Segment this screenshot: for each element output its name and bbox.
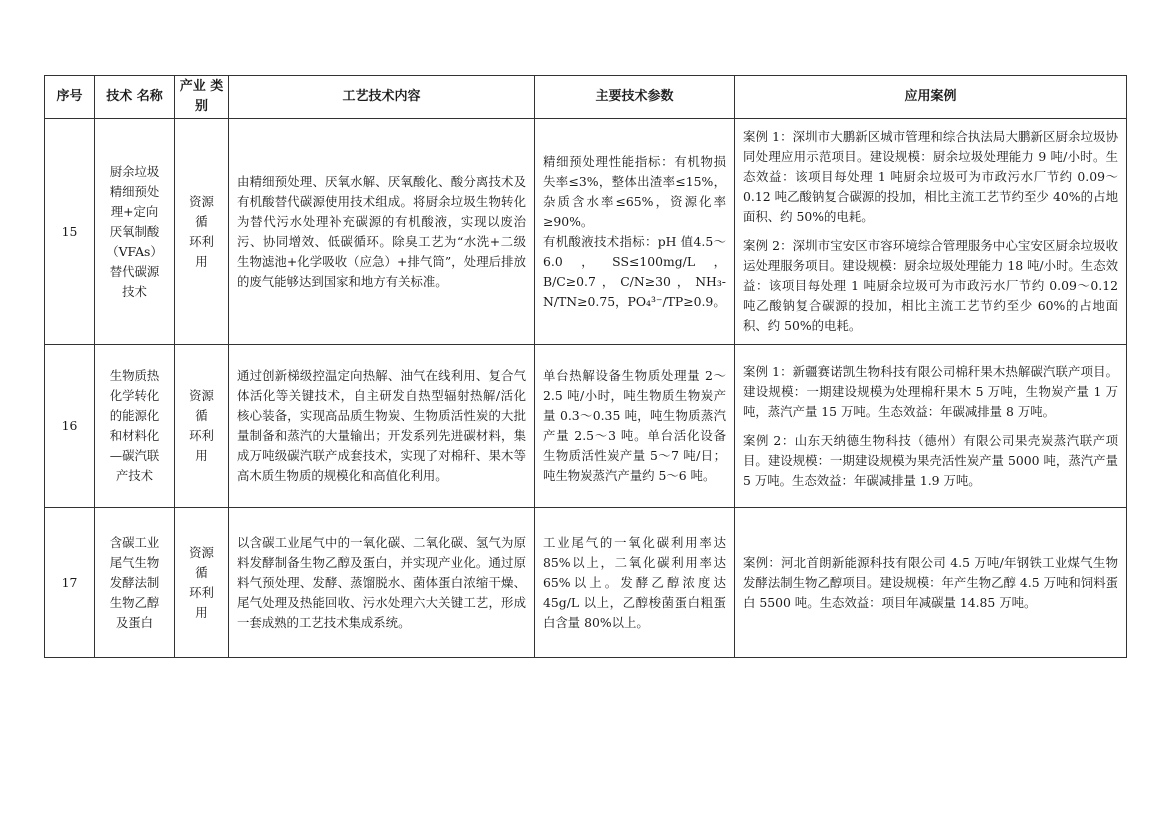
case-spacer [743,227,1118,236]
case-paragraph: 案例 1：新疆赛诺凯生物科技有限公司棉秆果木热解碳汽联产项目。建设规模：一期建设规模为处理棉秆果木 5 万吨，生物炭产量 1 万吨，蒸汽产量 15 万吨。生态效益：年碳减排量 8 万吨。 [743,363,1118,419]
row-industry-category: 资源循 环利用 [175,119,229,345]
row-application-cases [735,119,1127,345]
header-technology-name: 技术 名称 [95,76,175,119]
table-row [45,345,1127,508]
header-industry-category: 产业 类别 [175,76,229,119]
case-paragraph: 案例 2：山东天纳德生物科技（德州）有限公司果壳炭蒸汽联产项目。建设规模：一期建设规模为果壳活性炭产量 5000 吨，蒸汽产量 5 万吨。生态效益：年碳减排量 1.9 万吨。 [743,432,1118,488]
case-spacer [743,422,1118,431]
case-paragraph: 案例 1：深圳市大鹏新区城市管理和综合执法局大鹏新区厨余垃圾协同处理应用示范项目。建设规模：厨余垃圾处理能力 9 吨/小时。生态效益：该项目每处理 1 吨厨余垃圾可为市政污水厂节约 0.09～0.12 吨乙酸钠复合碳源的投加，相比主流工艺节约至少 40%的占地面积、约 50%的电耗。 [743,129,1118,224]
row-technology-name: 含碳工业 尾气生物 发酵法制 生物乙醇 及蛋白 [95,508,175,658]
header-serial-number: 序号 [45,76,95,119]
row-technical-parameters [535,508,735,658]
row-application-cases [735,508,1127,658]
row-technology-name: 生物质热 化学转化 的能源化 和材料化 —碳汽联 产技术 [95,345,175,508]
row-technical-parameters [535,119,735,345]
table-header-row [45,76,1127,119]
table-row [45,119,1127,345]
header-process-content: 工艺技术内容 [229,76,535,119]
technology-table [44,75,1127,658]
row-technical-parameters [535,345,735,508]
parameter-paragraph: 有机酸液技术指标：pH 值4.5～6.0，SS≤100mg/L，B/C≥0.7，C/N≥30，NH₃-N/TN≥0.75，PO₄³⁻/TP≥0.9。 [543,233,726,309]
row-technology-name: 厨余垃圾 精细预处 理+定向 厌氧制酸 （VFAs） 替代碳源 技术 [95,119,175,345]
row-serial-number: 16 [45,345,95,508]
row-process-content: 以含碳工业尾气中的一氧化碳、二氧化碳、氢气为原料发酵制备生物乙醇及蛋白，并实现产业化。通过原料气预处理、发酵、蒸馏脱水、菌体蛋白浓缩干燥、尾气处理及热能回收、污水处理六大关键工艺，形成一套成熟的工艺技术集成系统。 [229,508,535,658]
header-application-cases: 应用案例 [735,76,1127,119]
case-paragraph: 案例 2：深圳市宝安区市容环境综合管理服务中心宝安区厨余垃圾收运处理服务项目。建设规模：厨余垃圾处理能力 18 吨/小时。生态效益：该项目每处理 1 吨厨余垃圾可为市政污水厂节约 0.09～0.12 吨乙酸钠复合碳源的投加，相比主流工艺节约至少 60%的占地面积、约 50%的电耗。 [743,238,1118,333]
row-process-content: 由精细预处理、厌氧水解、厌氧酸化、酸分离技术及有机酸替代碳源使用技术组成。将厨余垃圾生物转化为替代污水处理补充碳源的有机酸液，实现以废治污、协同增效、低碳循环。除臭工艺为“水洗+二级生物滤池+化学吸收（应急）+排气筒”，处理后排放的废气能够达到国家和地方有关标准。 [229,119,535,345]
parameter-paragraph: 单台热解设备生物质处理量 2～2.5 吨/小时，吨生物质生物炭产量 0.3～0.35 吨，吨生物质蒸汽产量 2.5～3 吨。单台活化设备生物质活性炭产量 5～7 吨/日；吨生物炭蒸汽产量约 5～6 吨。 [543,368,726,483]
row-serial-number: 15 [45,119,95,345]
row-serial-number: 17 [45,508,95,658]
parameter-paragraph: 精细预处理性能指标：有机物损失率≤3%，整体出渣率≤15%，杂质含水率≤65%，资源化率≥90%。 [543,153,726,229]
case-paragraph: 案例：河北首朗新能源科技有限公司 4.5 万吨/年钢铁工业煤气生物发酵法制生物乙醇项目。建设规模：年产生物乙醇 4.5 万吨和饲料蛋白 5500 吨。生态效益：项目年减碳量 14.85 万吨。 [743,554,1118,610]
row-industry-category: 资源循 环利用 [175,508,229,658]
row-application-cases [735,345,1127,508]
row-process-content: 通过创新梯级控温定向热解、油气在线利用、复合气体活化等关键技术，自主研发自热型辐射热解/活化核心装备，实现高品质生物炭、生物质活性炭的大批量制备和蒸汽的大量输出；开发系列先进碳材料，集成万吨级碳汽联产成套技术，实现了对棉秆、果木等高木质生物质的规模化和高值化利用。 [229,345,535,508]
header-technical-parameters: 主要技术参数 [535,76,735,119]
parameter-paragraph: 工业尾气的一氧化碳利用率达 85%以上，二氧化碳利用率达 65%以上。发酵乙醇浓度达 45g/L 以上，乙醇梭菌蛋白粗蛋白含量 80%以上。 [543,534,726,630]
table-row [45,508,1127,658]
row-industry-category: 资源循 环利用 [175,345,229,508]
